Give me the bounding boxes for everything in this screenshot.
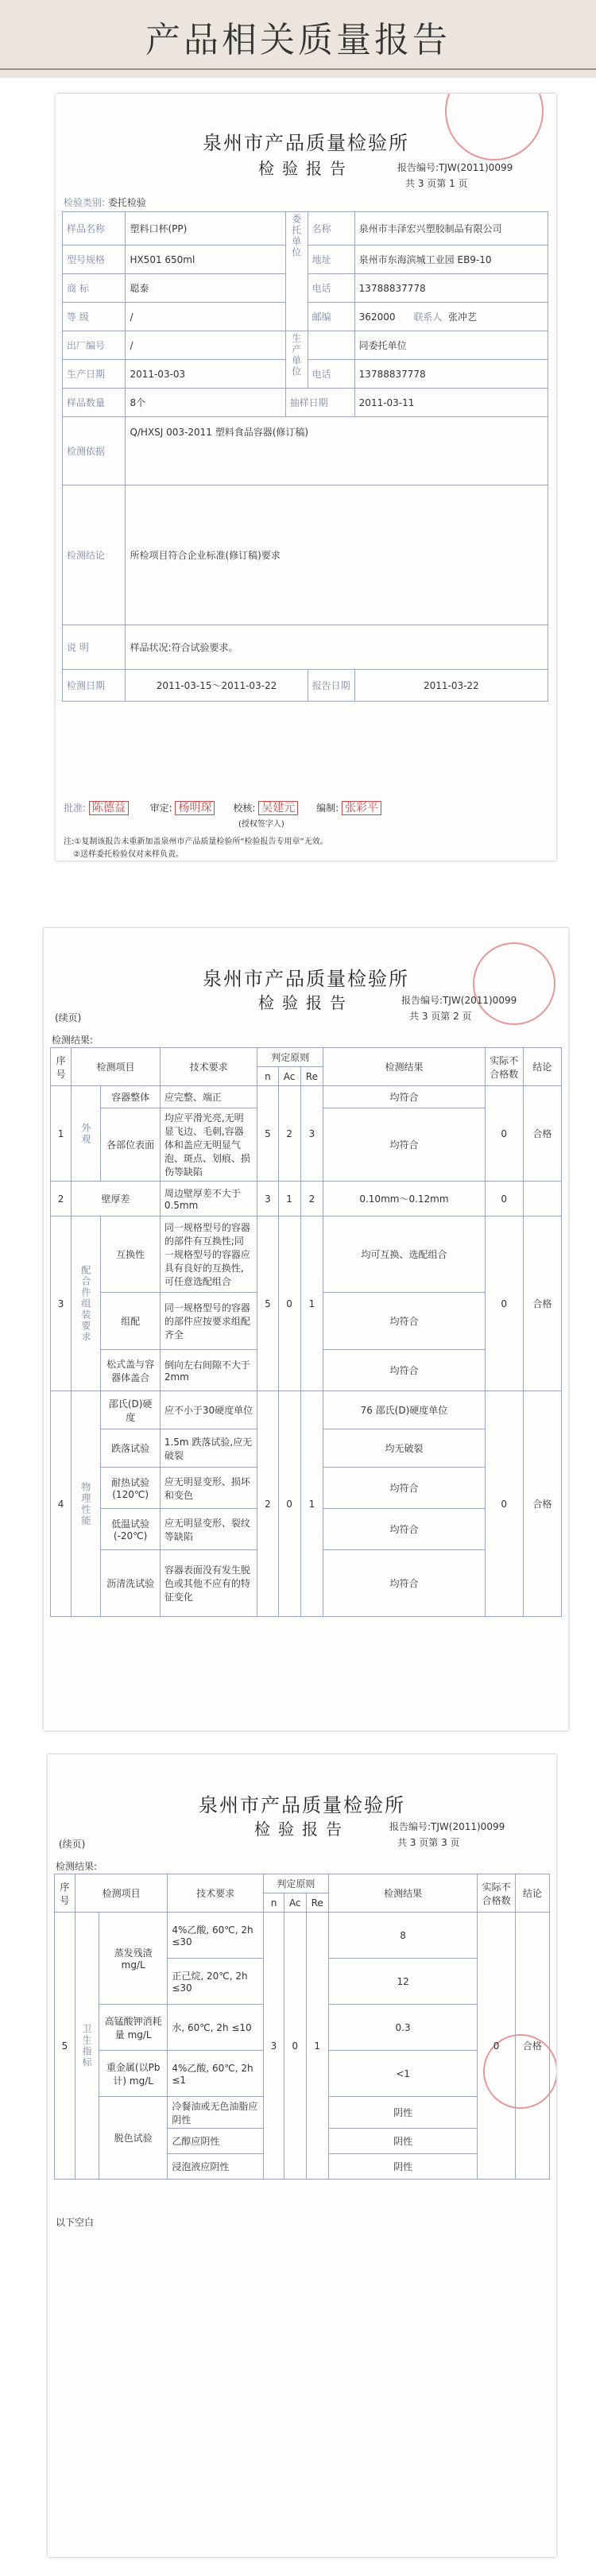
document-title: 检验报告 — [258, 993, 354, 1012]
institute-name: 泉州市产品质量检验所 — [203, 132, 409, 154]
col-header-n: n — [257, 1067, 278, 1086]
table-row: 组配 同一规格型号的容器的部件应按要求组配齐全 均符合 — [51, 1293, 562, 1350]
table-row: 4 物理性能 邵氏(D)硬度 应不小于30硬度单位 2 0 1 76 邵氏(D)硬度单位 0 合格 — [51, 1391, 562, 1429]
table-row: 重金属(以Pb计) mg/L 4%乙酸, 60℃, 2h ≤1 <1 — [55, 2051, 550, 2097]
label-producer-name — [308, 331, 354, 360]
col-header-requirement: 技术要求 — [160, 1048, 257, 1086]
signatory-note: (授权签字人) — [238, 820, 284, 829]
label-client: 委托单位 — [285, 212, 308, 331]
label-producer-tel: 电话 — [308, 360, 354, 389]
label-producer: 生产单位 — [285, 331, 308, 389]
value-sampling-date: 2011-03-11 — [354, 389, 548, 417]
col-header-ac: Ac — [278, 1067, 300, 1086]
label-sample-name: 样品名称 — [63, 212, 126, 246]
col-header-result: 检测结果 — [328, 1874, 478, 1913]
report-number: 报告编号:TJW(2011)0099 — [401, 995, 517, 1006]
col-header-result: 检测结果 — [323, 1048, 485, 1086]
value-quantity: 8个 — [126, 389, 285, 417]
col-header-unqualified: 实际不合格数 — [485, 1048, 523, 1086]
col-header-item: 检测项目 — [75, 1874, 167, 1913]
label-client-name: 名称 — [308, 212, 354, 246]
col-header-n: n — [264, 1893, 284, 1913]
report-page-2 — [44, 928, 568, 1731]
table-row: 各部位表面 均应平滑光亮,无明显飞边、毛刺,容器体和盖应无明显气泡、斑点、划痕、损伤等缺陷 均符合 — [51, 1108, 562, 1182]
footnote-2: ②送样委托检验仅对来样负责。 — [73, 850, 184, 859]
col-header-conclusion: 结论 — [523, 1048, 561, 1086]
value-remark: 样品状况:符合试验要求。 — [126, 625, 548, 670]
page-counter: 共 3 页第 2 页 — [409, 1011, 472, 1022]
col-header-unqualified: 实际不合格数 — [478, 1874, 515, 1913]
results-table-page-3 — [54, 1874, 550, 2180]
value-test-date: 2011-03-15～2011-03-22 — [126, 670, 308, 702]
value-report-date: 2011-03-22 — [354, 670, 548, 702]
value-grade: / — [126, 303, 285, 331]
col-header-re: Re — [300, 1067, 323, 1086]
institute-name: 泉州市产品质量检验所 — [199, 1794, 405, 1816]
test-category: 检验类别: 委托检验 — [64, 197, 146, 208]
label-sampling-date: 抽样日期 — [285, 389, 354, 417]
table-row: 1 外观 容器整体 应完整、端正 5 2 3 均符合 0 合格 — [51, 1086, 562, 1108]
results-label: 检测结果: — [56, 1861, 98, 1872]
value-test-basis: Q/HXSJ 003-2011 塑料食品容器(修订稿) — [126, 417, 548, 485]
approver-signature: 陈德益 — [89, 801, 129, 815]
checker-signature: 吴建元 — [258, 801, 298, 815]
table-row: 沥清洗试验 容器表面没有发生脱色或其他不应有的特征变化 均符合 — [51, 1550, 562, 1617]
col-header-ac: Ac — [284, 1893, 306, 1913]
value-producer-name: 同委托单位 — [354, 331, 548, 360]
value-factory-no: / — [126, 331, 285, 360]
value-producer-tel: 13788837778 — [354, 360, 548, 389]
footnote-1: 注:①复制该报告未重新加盖泉州市产品质量检验所“检验报告专用章”无效。 — [64, 837, 328, 846]
page-counter: 共 3 页第 3 页 — [397, 1837, 460, 1848]
label-test-date: 检测日期 — [63, 670, 126, 702]
institute-name: 泉州市产品质量检验所 — [203, 968, 409, 990]
col-header-judgement: 判定原则 — [257, 1048, 323, 1067]
continued-label: (续页) — [55, 1012, 82, 1023]
results-table-page-2 — [50, 1047, 562, 1617]
report-page-3 — [48, 1754, 556, 2557]
table-row: 跌落试验 1.5m 跌落试验,应无破裂 均无破裂 — [51, 1429, 562, 1468]
value-model: HX501 650ml — [126, 246, 285, 274]
value-sample-name: 塑料口杯(PP) — [126, 212, 285, 246]
col-header-item: 检测项目 — [72, 1048, 161, 1086]
value-conclusion: 所检项目符合企业标准(修订稿)要求 — [126, 485, 548, 625]
col-header-no: 序号 — [55, 1874, 75, 1913]
inspector-signature: 张彩平 — [342, 801, 381, 815]
label-remark: 说 明 — [63, 625, 126, 670]
signature-row: 批准: 陈德益 审定: 杨明琛 校核: 吴建元 编制: 张彩平 — [64, 799, 556, 815]
col-header-conclusion: 结论 — [515, 1874, 549, 1913]
table-row: 乙醇应阴性 阴性 — [55, 2129, 550, 2154]
page-counter: 共 3 页第 1 页 — [405, 178, 468, 189]
table-row: 3 配合件组装要求 互换性 同一规格型号的容器的部件有互换性;同一规格型号的容器应具有良好的互换性,可任意选配组合 5 0 1 均可互换、选配组合 0 合格 — [51, 1216, 562, 1293]
col-header-requirement: 技术要求 — [168, 1874, 264, 1913]
label-grade: 等 级 — [63, 303, 126, 331]
reviewer-signature: 杨明琛 — [175, 801, 215, 815]
table-row: 浸泡液应阴性 阴性 — [55, 2154, 550, 2180]
label-test-basis: 检测依据 — [63, 417, 126, 485]
col-header-re: Re — [306, 1893, 328, 1913]
table-row: 松式盖与容器体盖合 倒向左右间隙不大于2mm 均符合 — [51, 1350, 562, 1391]
label-production-date: 生产日期 — [63, 360, 126, 389]
label-client-tel: 电话 — [308, 274, 354, 303]
results-label: 检测结果: — [52, 1035, 94, 1046]
document-title: 检验报告 — [258, 159, 354, 178]
report-number: 报告编号:TJW(2011)0099 — [397, 162, 513, 173]
report-page-1 — [56, 94, 556, 861]
table-row: 耐热试验(120℃) 应无明显变形、损坏和变色 均符合 — [51, 1468, 562, 1509]
value-client-zip-contact: 362000 联系人 张冲艺 — [354, 303, 548, 331]
table-row: 脱色试验 冷餐油或无色油脂应阴性 阴性 — [55, 2097, 550, 2129]
sample-info-table — [62, 211, 548, 702]
continued-label: (续页) — [59, 1839, 86, 1850]
label-factory-no: 出厂编号 — [63, 331, 126, 360]
banner-title: 产品相关质量报告 — [145, 20, 451, 60]
value-client-name: 泉州市丰泽宏兴塑胶制品有限公司 — [354, 212, 548, 246]
value-production-date: 2011-03-03 — [126, 360, 285, 389]
document-title: 检验报告 — [254, 1820, 350, 1839]
table-row: 高锰酸钾消耗量 mg/L 水, 60℃, 2h ≤10 0.3 — [55, 2005, 550, 2051]
report-number: 报告编号:TJW(2011)0099 — [389, 1821, 505, 1832]
label-brand: 商 标 — [63, 274, 126, 303]
col-header-judgement: 判定原则 — [264, 1874, 329, 1893]
banner — [0, 0, 596, 78]
table-row: 正己烷, 20℃, 2h ≤30 12 — [55, 1959, 550, 2005]
value-client-address: 泉州市东海滨城工业园 EB9-10 — [354, 246, 548, 274]
label-model: 型号规格 — [63, 246, 126, 274]
label-conclusion: 检测结论 — [63, 485, 126, 625]
table-row: 2 壁厚差 周边壁厚差不大于0.5mm 3 1 2 0.10mm～0.12mm 0 — [51, 1182, 562, 1216]
label-client-address: 地址 — [308, 246, 354, 274]
value-brand: 聪泰 — [126, 274, 285, 303]
col-header-no: 序号 — [51, 1048, 72, 1086]
banner-divider — [0, 68, 596, 70]
blank-below-note: 以下空白 — [56, 2217, 95, 2228]
table-row: 5 卫生指标 蒸发残渣 mg/L 4%乙酸, 60℃, 2h ≤30 3 0 1 8 0 合格 — [55, 1913, 550, 1959]
label-client-zip: 邮编 — [308, 303, 354, 331]
label-quantity: 样品数量 — [63, 389, 126, 417]
table-row: 低温试验(-20℃) 应无明显变形、裂纹等缺陷 均符合 — [51, 1509, 562, 1550]
value-client-tel: 13788837778 — [354, 274, 548, 303]
label-report-date: 报告日期 — [308, 670, 354, 702]
